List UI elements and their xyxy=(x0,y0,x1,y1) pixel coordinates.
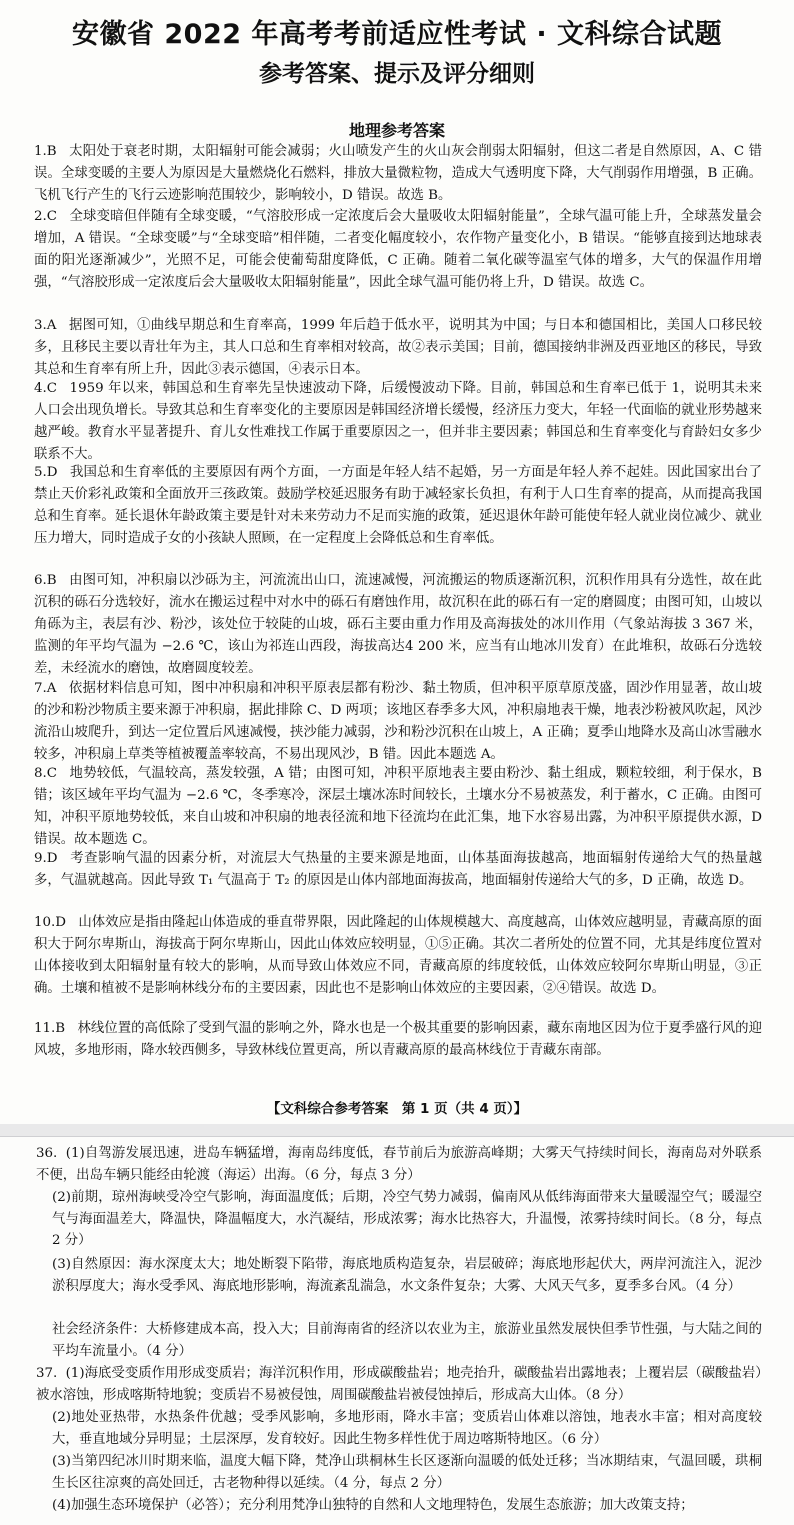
answer-text: (1)海底受变质作用形成变质岩；海洋沉积作用，形成碳酸盐岩；地壳抬升，碳酸盐岩出露地表；上覆岩层（碳酸盐岩）被水溶蚀，形成喀斯特地貌；变质岩不易被侵蚀，周围碳酸盐岩被侵蚀掉后，形成高大山体。（8 分） xyxy=(36,1366,762,1403)
answer-label: 2.C xyxy=(34,209,58,224)
answer-item xyxy=(34,462,762,550)
answer-item xyxy=(34,315,762,381)
answer-item xyxy=(34,1018,762,1062)
answer-text: 社会经济条件：大桥修建成本高，投入大；目前海南省的经济以农业为主，旅游业虽然发展快但季节性强，与大陆之间的平均车流量小。（4 分） xyxy=(52,1322,762,1359)
answer-item xyxy=(34,848,762,892)
answer-text: (2)前期，琼州海峡受冷空气影响，海面温度低；后期，冷空气势力减弱，偏南风从低纬海面带来大量暖湿空气；暖湿空气与海面温差大，降温快，降温幅度大，水汽凝结，形成浓雾；海水比热容大，升温慢，浓雾持续时间长。（8 分，每点 2 分） xyxy=(52,1190,762,1248)
page-footer: 【文科综合参考答案 第 1 页（共 4 页）】 xyxy=(266,1101,528,1117)
answer-item xyxy=(52,1187,762,1252)
answer-text: (1)自驾游发展迅速，进岛车辆猛增，海南岛纬度低，春节前后为旅游高峰期；大雾天气持续时间长，海南岛对外联系不便，出岛车辆只能经由轮渡（海运）出海。（6 分，每点 3 分） xyxy=(36,1146,762,1183)
answer-label: 37. xyxy=(36,1366,58,1381)
answer-text: 林线位置的高低除了受到气温的影响之外，降水也是一个极其重要的影响因素，藏东南地区因为位于夏季盛行风的迎风坡，多地形雨，降水较西侧多，导致林线位置更高，所以青藏高原的最高林线位于青藏东南部。 xyxy=(34,1021,762,1058)
answer-label: 9.D xyxy=(34,851,58,866)
answer-item xyxy=(34,141,762,207)
section-title: 地理参考答案 xyxy=(348,121,445,140)
answer-item xyxy=(34,378,762,466)
document-subtitle: 参考答案、提示及评分细则 xyxy=(259,61,535,87)
answer-item xyxy=(34,763,762,851)
answer-item xyxy=(36,1363,762,1406)
answer-item xyxy=(52,1254,762,1297)
answer-label: 10.D xyxy=(34,915,67,930)
answer-page-2 xyxy=(0,1136,794,1525)
answer-text: 考查影响气温的因素分析，对流层大气热量的主要来源是地面，山体基面海拔越高，地面辐射传递给大气的热量越多，气温就越高。因此导致 T₁ 气温高于 T₂ 的原因是山体内部地面海拔高，地面辐射传递给大气的多，D 正确，故选 D。 xyxy=(34,851,762,888)
answer-label: 6.B xyxy=(34,573,57,588)
answer-label: 4.C xyxy=(34,381,58,396)
answer-text: 1959 年以来，韩国总和生育率先呈快速波动下降，后缓慢波动下降。目前，韩国总和生育率已低于 1，说明其未来人口会出现负增长。导致其总和生育率变化的主要原因是韩国经济增长缓慢，经济压力变大，年轻一代面临的就业形势越来越严峻。教育水平显著提升、育儿女性难找工作属于重要原因之一，但并非主要因素；韩国总和生育率变化与育龄妇女多少联系不大。 xyxy=(34,381,763,462)
answer-text: (3)当第四纪冰川时期来临，温度大幅下降，梵净山珙桐林生长区逐渐向温暖的低处迁移；当冰期结束，气温回暖，珙桐生长区往凉爽的高处回迁，古老物种得以延续。（4 分，每点 2 分） xyxy=(52,1454,762,1491)
answer-item xyxy=(52,1451,762,1494)
answer-text: (2)地处亚热带，水热条件优越；受季风影响，多地形雨，降水丰富；变质岩山体难以溶蚀，地表水丰富；相对高度较大，垂直地域分异明显；土层深厚，发育较好。因此生物多样性优于周边喀斯特地区。（6 分） xyxy=(52,1410,762,1447)
answer-text: 山体效应是指由隆起山体造成的垂直带界限，因此隆起的山体规模越大、高度越高，山体效应越明显，青藏高原的面积大于阿尔卑斯山，海拔高于阿尔卑斯山，因此山体效应较明显，①⑤正确。其次二者所处的位置不同，尤其是纬度位置对山体接收到太阳辐射量有较大的影响，从而导致山体效应不同，青藏高原的纬度较低，山体效应较阿尔卑斯山明显，③正确。土壤和植被不是影响林线分布的主要因素，因此也不是影响山体效应的主要因素，②④错误。故选 D。 xyxy=(34,915,762,996)
answer-text: (3)自然原因：海水深度太大；地处断裂下陷带，海底地质构造复杂，岩层破碎；海底地形起伏大，两岸河流注入，泥沙淤积厚度大；海水受季风、海底地形影响，海流紊乱湍急，水文条件复杂；大雾、大风天气多，夏季多台风。（4 分） xyxy=(52,1257,762,1294)
answer-text: 据图可知，①曲线早期总和生育率高，1999 年后趋于低水平，说明其为中国；与日本和德国相比，美国人口移民较多，且移民主要以青壮年为主，其人口总和生育率相对较高，故②表示美国；目前，德国接纳非洲及西亚地区的移民，导致其总和生育率有所上升，因此③表示德国，④表示日本。 xyxy=(34,318,762,377)
answer-item xyxy=(34,678,762,766)
answer-text: 由图可知，冲积扇以沙砾为主，河流流出山口，流速减慢，河流搬运的物质逐渐沉积，沉积作用具有分选性，故在此沉积的砾石分选较好，流水在搬运过程中对水中的砾石有磨蚀作用，故沉积在此的砾石有一定的磨圆度；由图可知，山坡以角砾为主，表层有沙、粉沙，该处位于较陡的山坡，砾石主要由重力作用及高海拔处的冰川作用（气象站海拔 3 367 米，监测的年平均气温为 −2.6 ℃，该山为祁连山西段，海拔高达4 200 米，应当有山地冰川发育）在此堆积，故砾石分选较差，未经流水的磨蚀，故磨圆度较差。 xyxy=(34,573,762,676)
answer-text: 我国总和生育率低的主要原因有两个方面，一方面是年轻人结不起婚，另一方面是年轻人养不起娃。因此国家出台了禁止天价彩礼政策和全面放开三孩政策。鼓励学校延迟服务有助于减轻家长负担，有利于人口生育率的提高，从而提高我国总和生育率。延长退休年龄政策主要是针对未来劳动力不足而实施的政策，延迟退休年龄可能使年轻人就业岗位减少、就业压力增大，同时造成子女的小孩缺人照顾，在一定程度上会降低总和生育率低。 xyxy=(34,465,763,546)
answer-label: 11.B xyxy=(34,1021,66,1036)
answer-text: 依据材料信息可知，图中冲积扇和冲积平原表层都有粉沙、黏土物质，但冲积平原草原茂盛，固沙作用显著，故山坡的沙和粉沙物质主要来源于冲积扇，据此排除 C、D 两项；该地区春季多大风，冲积扇地表干燥，地表沙粉被风吹起，风沙流沿山坡爬升，到达一定位置后风速减慢，挟沙能力减弱，沙和粉沙沉积在山坡上，A 正确；夏季山地降水及高山冰雪融水较多，冲积扇上草类等植被覆盖率较高，不易出现风沙，B 错。因此本题选 A。 xyxy=(34,681,762,762)
answer-label: 36. xyxy=(36,1146,58,1161)
answer-label: 5.D xyxy=(34,465,58,480)
answer-text: 地势较低，气温较高，蒸发较强，A 错；由图可知，冲积平原地表主要由粉沙、黏土组成，颗粒较细，利于保水，B 错；该区域年平均气温为 −2.6 ℃，冬季寒冷，深层土壤冰冻时间较长，土壤水分不易被蒸发，利于蓄水，C 正确。由图可知，冲积平原地势较低，来自山坡和冲积扇的地表径流和地下径流均在此汇集，地下水容易出露，为冲积平原提供水源，D 错误。故本题选 C。 xyxy=(34,766,762,847)
answer-item xyxy=(34,570,762,680)
answer-label: 1.B xyxy=(34,144,57,159)
answer-text: 全球变暗但伴随有全球变暖，“气溶胶形成一定浓度后会大量吸收太阳辐射能量”，全球气温可能上升，全球蒸发量会增加，A 错误。“全球变暖”与“全球变暗”相伴随，二者变化幅度较小，农作物产量变化小，B 错误。“能够直接到达地球表面的阳光逐渐减少”，光照不足，可能会使葡萄甜度降低，C 正确。随着二氧化碳等温室气体的增多，大气的保温作用增强，“气溶胶形成一定浓度后会大量吸收太阳辐射能量”，因此全球气温可能仍将上升，D 错误。故选 C。 xyxy=(34,209,762,290)
answer-item xyxy=(52,1495,762,1517)
answer-item xyxy=(34,206,762,294)
answer-text: 太阳处于衰老时期，太阳辐射可能会减弱；火山喷发产生的火山灰会削弱太阳辐射，但这二者是自然原因，A、C 错误。全球变暖的主要人为原因是大量燃烧化石燃料，排放大量微粒物，造成大气透明度下降，大气削弱作用增强，B 正确。飞机飞行产生的飞行云迹影响范围较少，影响较小，D 错误。故选 B。 xyxy=(34,144,762,203)
answer-label: 7.A xyxy=(34,681,57,696)
answer-item xyxy=(52,1319,762,1362)
answer-item xyxy=(34,912,762,1000)
answer-label: 3.A xyxy=(34,318,57,333)
answer-item xyxy=(36,1143,762,1186)
answer-label: 8.C xyxy=(34,766,58,781)
document-title: 安徽省 2022 年高考考前适应性考试 · 文科综合试题 xyxy=(71,19,722,50)
answer-text: (4)加强生态环境保护（必答）；充分利用梵净山独特的自然和人文地理特色，发展生态旅游；加大改策支持； xyxy=(52,1498,694,1513)
answer-item xyxy=(52,1407,762,1450)
